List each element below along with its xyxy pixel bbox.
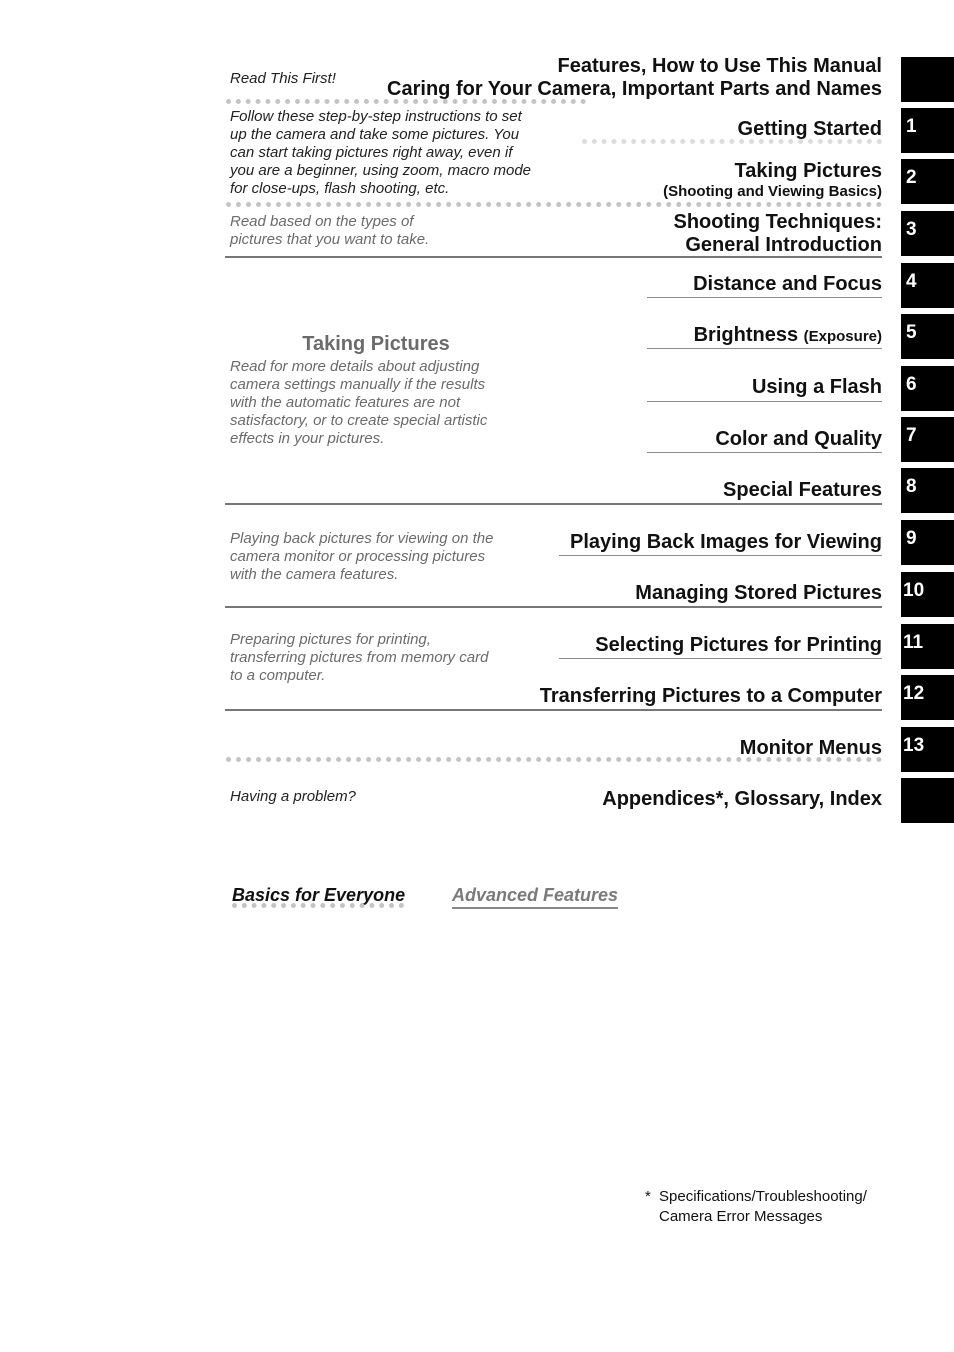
basics-desc-line: can start taking pictures right away, even if: [230, 144, 513, 161]
section-divider: [225, 503, 882, 505]
dotted-divider: [226, 757, 882, 762]
playback-desc-line: with the camera features.: [230, 566, 399, 583]
tab-chapter-9[interactable]: 9: [901, 520, 954, 565]
tab-chapter-5[interactable]: 5: [901, 314, 954, 359]
chapter-12-title[interactable]: Transferring Pictures to a Computer: [539, 685, 882, 707]
section-divider: [225, 256, 882, 258]
playback-desc-line: Playing back pictures for viewing on the: [230, 530, 494, 547]
chapter-5-title[interactable]: [694, 324, 882, 347]
section-divider: [225, 606, 882, 608]
tab-chapter-3[interactable]: 3: [901, 211, 954, 256]
footnote-text: [659, 1187, 867, 1227]
tab-chapter-13[interactable]: 13: [901, 727, 954, 772]
basics-desc-line: you are a beginner, using zoom, macro mode: [230, 162, 532, 179]
chapter-3-title-line2[interactable]: General Introduction: [685, 234, 882, 256]
taking-pictures-desc-line: effects in your pictures.: [230, 430, 385, 447]
tab-chapter-4[interactable]: 4: [901, 263, 954, 308]
chapter-underline: [647, 297, 882, 298]
taking-pictures-desc-line: satisfactory, or to create special artistic: [230, 412, 488, 429]
dotted-divider: [226, 202, 882, 207]
taking-pictures-desc-line: with the automatic features are not: [230, 394, 461, 411]
techniques-description: [230, 213, 429, 249]
chapter-underline: [559, 555, 882, 556]
taking-pictures-desc-line: camera settings manually if the results: [230, 376, 486, 393]
tab-chapter-12[interactable]: 12: [901, 675, 954, 720]
legend-advanced: Advanced Features: [452, 885, 618, 909]
chapter-13-title[interactable]: Monitor Menus: [739, 737, 882, 759]
chapter-7-title[interactable]: Color and Quality: [715, 428, 882, 450]
tab-chapter-6[interactable]: 6: [901, 366, 954, 411]
techniques-desc-line: Read based on the types of: [230, 213, 414, 230]
chapter-2-title[interactable]: Taking Pictures: [734, 160, 882, 182]
tab-chapter-1[interactable]: 1: [901, 108, 954, 153]
printing-desc-line: transferring pictures from memory card: [230, 649, 489, 666]
tab-chapter-7[interactable]: 7: [901, 417, 954, 462]
chapter-2-subtitle: (Shooting and Viewing Basics): [663, 183, 882, 200]
chapter-6-title[interactable]: Using a Flash: [751, 376, 882, 398]
chapter-underline: [647, 348, 882, 349]
chapter-underline: [647, 452, 882, 453]
basics-description: [230, 108, 531, 198]
tab-chapter-8[interactable]: 8: [901, 468, 954, 513]
taking-pictures-desc-line: Read for more details about adjusting: [230, 358, 480, 375]
tab-chapter-10[interactable]: 10: [901, 572, 954, 617]
chapter-1-title[interactable]: Getting Started: [737, 118, 882, 140]
features-title-line1[interactable]: Features, How to Use This Manual: [557, 55, 882, 77]
features-title-line2[interactable]: Caring for Your Camera, Important Parts and Names: [387, 78, 882, 100]
chapter-5-title-suffix: (Exposure): [803, 328, 882, 345]
printing-desc-line: Preparing pictures for printing,: [230, 631, 431, 648]
chapter-4-title[interactable]: Distance and Focus: [693, 273, 882, 295]
techniques-desc-line: pictures that you want to take.: [230, 231, 430, 248]
chapter-3-title[interactable]: Shooting Techniques:: [673, 211, 882, 233]
printing-desc-line: to a computer.: [230, 667, 326, 684]
tab-chapter-11[interactable]: 11: [901, 624, 954, 669]
appendix-title[interactable]: Appendices*, Glossary, Index: [602, 788, 882, 810]
chapter-9-title[interactable]: Playing Back Images for Viewing: [570, 531, 882, 553]
playback-description: [230, 530, 493, 584]
read-first-label: Read This First!: [230, 70, 336, 87]
chapter-5-title-main: Brightness: [693, 324, 799, 346]
legend-basics-dots: [232, 903, 404, 908]
dotted-divider: [226, 99, 586, 104]
footnote-line: Camera Error Messages: [659, 1208, 823, 1225]
basics-desc-line: Follow these step-by-step instructions to set: [230, 108, 522, 125]
taking-pictures-description: [230, 358, 487, 448]
section-divider: [225, 709, 882, 711]
printing-description: [230, 631, 488, 685]
playback-desc-line: camera monitor or processing pictures: [230, 548, 486, 565]
footnote-marker: *: [645, 1188, 651, 1205]
chapter-10-title[interactable]: Managing Stored Pictures: [635, 582, 882, 604]
footnote-line: Specifications/Troubleshooting/: [659, 1188, 867, 1205]
tab-chapter-2[interactable]: 2: [901, 159, 954, 204]
chapter-8-title[interactable]: Special Features: [723, 479, 882, 501]
problem-text: Having a problem?: [230, 788, 356, 805]
taking-pictures-heading: Taking Pictures: [302, 333, 450, 355]
chapter-underline: [559, 658, 882, 659]
chapter-underline: [647, 401, 882, 402]
tab-intro[interactable]: [901, 57, 954, 102]
basics-desc-line: up the camera and take some pictures. You: [230, 126, 520, 143]
dotted-divider: [582, 139, 882, 144]
tab-appendix[interactable]: [901, 778, 954, 823]
chapter-11-title[interactable]: Selecting Pictures for Printing: [595, 634, 882, 656]
basics-desc-line: for close-ups, flash shooting, etc.: [230, 180, 450, 197]
legend-basics: Basics for Everyone: [232, 885, 406, 905]
